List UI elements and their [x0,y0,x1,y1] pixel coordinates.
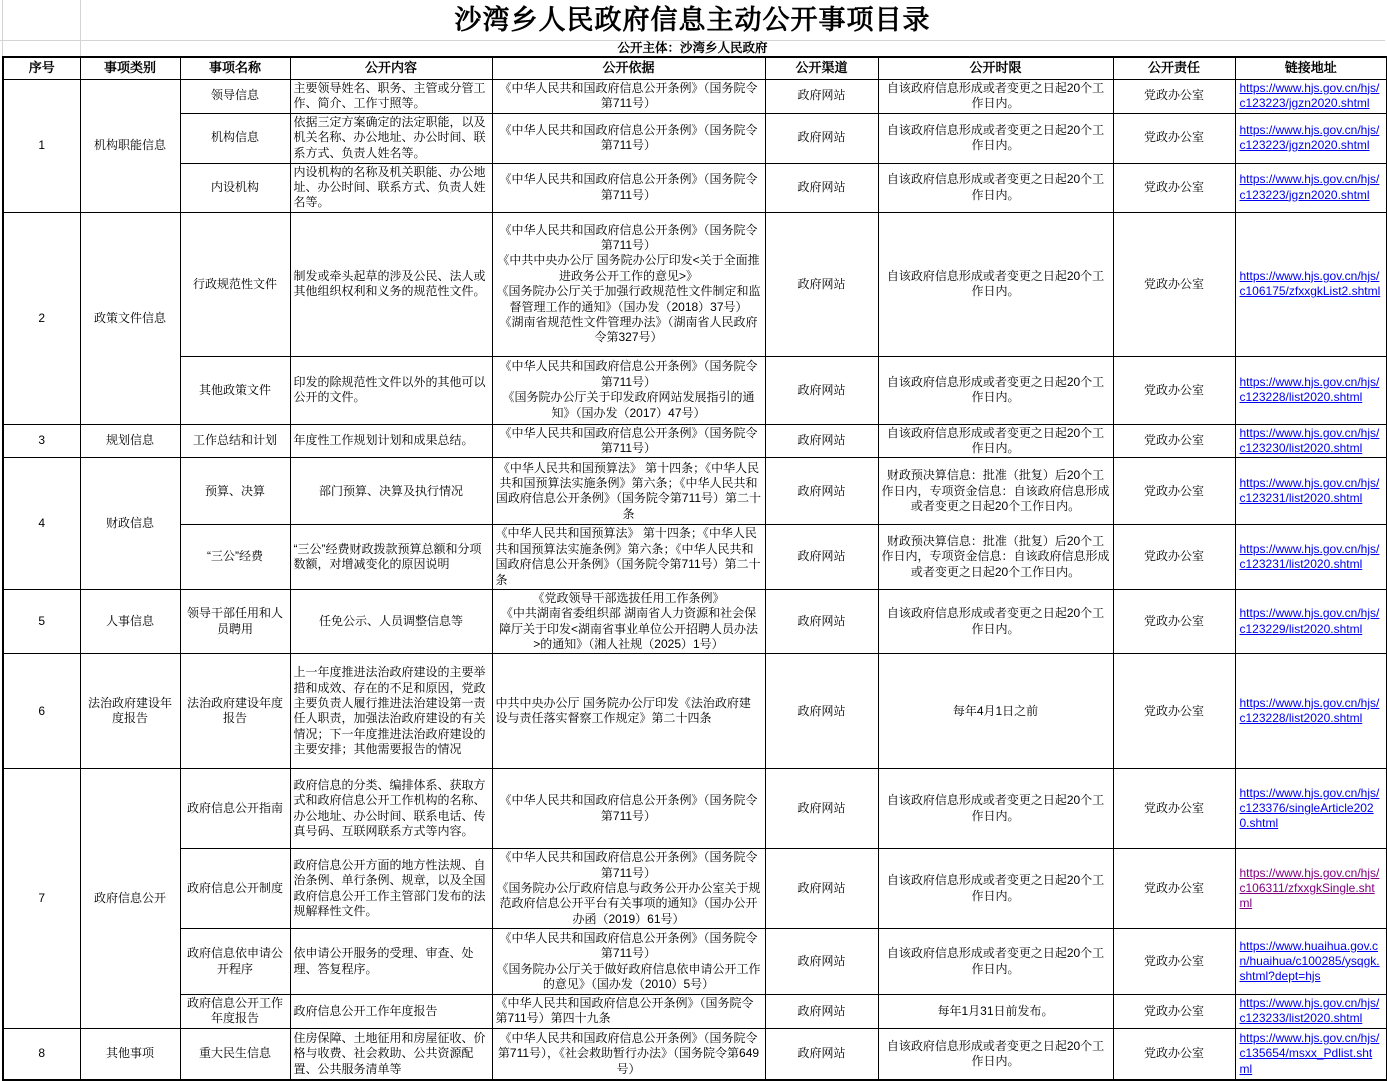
disclosure-basis-cell [492,589,765,653]
disclosure-content-cell: 印发的除规范性文件以外的其他可以公开的文件。 [290,356,492,424]
table-row [3,424,1387,458]
disclosure-content-cell: 依据三定方案确定的法定职能，以及机关名称、办公地址、办公时间、联系方式、负责人姓名等。 [290,113,492,163]
item-name-cell: 机构信息 [180,113,290,163]
link-cell [1235,995,1387,1029]
category-cell: 法治政府建设年度报告 [80,654,180,769]
deadline-cell: 自该政府信息形成或者变更之日起20个工作日内。 [878,212,1113,356]
disclosure-link[interactable]: https://www.hjs.gov.cn/hjs/c135654/msxx_Pdlist.shtml [1239,1031,1380,1076]
link-cell [1235,113,1387,163]
serial-number-cell: 5 [3,589,80,653]
disclosure-basis-cell [492,79,765,113]
responsible-office-cell: 党政办公室 [1113,113,1235,163]
disclosure-content-cell: 政府信息公开方面的地方性法规、自治条例、单行条例、规章，以及全国政府信息公开工作主管部门发布的法规解释性文件。 [290,849,492,929]
disclosure-content-cell: 依申请公开服务的受理、审查、处理、答复程序。 [290,929,492,995]
disclosure-basis-cell [492,929,765,995]
deadline-cell: 自该政府信息形成或者变更之日起20个工作日内。 [878,929,1113,995]
link-cell [1235,1028,1387,1080]
responsible-office-cell: 党政办公室 [1113,163,1235,212]
basis-citation: 《国务院办公厅关于印发政府网站发展指引的通知》（国办发（2017）47号） [502,390,755,420]
item-name-cell: 重大民生信息 [180,1028,290,1080]
disclosure-content-cell: “三公”经费财政拨款预算总额和分项数额，对增减变化的原因说明 [290,525,492,589]
basis-citation: 《中华人民共和国政府信息公开条例》（国务院令第711号） [499,172,758,202]
column-header-0: 序号 [3,57,80,79]
basis-citation: 《湖南省规范性文件管理办法》（湖南省人民政府令第327号） [499,314,758,345]
disclosure-basis-cell [492,356,765,424]
item-name-cell: 行政规范性文件 [180,212,290,356]
disclosure-basis-cell [492,995,765,1029]
link-cell [1235,163,1387,212]
disclosure-link[interactable]: https://www.hjs.gov.cn/hjs/c106175/zfxxgkList2.shtml [1239,268,1381,299]
deadline-cell: 自该政府信息形成或者变更之日起20个工作日内。 [878,769,1113,849]
serial-number-cell: 8 [3,1028,80,1080]
disclosure-basis-cell [492,1028,765,1080]
disclosure-content-cell: 政府信息公开工作年度报告 [290,995,492,1029]
disclosure-content-cell: 住房保障、土地征用和房屋征收、价格与收费、社会救助、公共资源配置、公共服务清单等 [290,1028,492,1080]
channel-cell: 政府网站 [765,113,878,163]
channel-cell: 政府网站 [765,212,878,356]
item-name-cell: 领导信息 [180,79,290,113]
basis-citation: 《中华人民共和国政府信息公开条例》（国务院令第711号） [499,850,758,880]
basis-citation: 《中华人民共和国政府信息公开条例》（国务院令第711号） [499,793,758,823]
disclosure-basis-cell [492,525,765,589]
table-header [3,57,1387,79]
responsible-office-cell: 党政办公室 [1113,525,1235,589]
disclosure-link[interactable]: https://www.hjs.gov.cn/hjs/c123231/list2020.shtml [1239,476,1380,506]
responsible-office-cell: 党政办公室 [1113,1028,1235,1080]
disclosure-content-cell: 部门预算、决算及执行情况 [290,458,492,525]
table-row [3,163,1387,212]
link-cell [1235,654,1387,769]
link-cell [1235,212,1387,356]
deadline-cell: 自该政府信息形成或者变更之日起20个工作日内。 [878,849,1113,929]
item-name-cell: 其他政策文件 [180,356,290,424]
disclosure-link[interactable]: https://www.hjs.gov.cn/hjs/c123223/jgzn2020.shtml [1239,172,1380,202]
disclosure-link[interactable]: https://www.hjs.gov.cn/hjs/c123223/jgzn2020.shtml [1239,80,1380,111]
disclosure-link[interactable]: https://www.hjs.gov.cn/hjs/c123229/list2020.shtml [1239,606,1380,636]
disclosure-content-cell: 任免公示、人员调整信息等 [290,589,492,653]
channel-cell: 政府网站 [765,79,878,113]
basis-citation: 《中华人民共和国政府信息公开条例》（国务院令第711号） [499,359,758,389]
channel-cell: 政府网站 [765,849,878,929]
table-row [3,79,1387,113]
table-row [3,995,1387,1029]
link-cell [1235,79,1387,113]
serial-number-cell: 1 [3,79,80,212]
deadline-cell: 自该政府信息形成或者变更之日起20个工作日内。 [878,113,1113,163]
responsible-office-cell: 党政办公室 [1113,769,1235,849]
page-subtitle: 公开主体：沙湾乡人民政府 [617,41,768,55]
category-cell: 规划信息 [80,424,180,458]
title-band [0,0,1385,56]
column-header-7: 公开责任 [1113,57,1235,79]
link-cell [1235,589,1387,653]
disclosure-basis-cell [492,849,765,929]
link-cell [1235,769,1387,849]
deadline-cell: 自该政府信息形成或者变更之日起20个工作日内。 [878,424,1113,458]
disclosure-link[interactable]: https://www.hjs.gov.cn/hjs/c123376/singleArticle2020.shtml [1239,785,1380,831]
disclosure-content-cell: 上一年度推进法治政府建设的主要举措和成效、存在的不足和原因，党政主要负责人履行推进法治建设第一责任人职责，加强法治政府建设的有关情况；下一年度推进法治政府建设的主要安排；其他需要报告的情况 [290,654,492,769]
basis-citation: 《中共中央办公厅 国务院办公厅印发<关于全面推进政务公开工作的意见>》 [497,253,760,283]
item-name-cell: 政府信息公开指南 [180,769,290,849]
disclosure-link[interactable]: https://www.hjs.gov.cn/hjs/c123223/jgzn2020.shtml [1239,122,1380,153]
basis-citation: 《国务院办公厅关于加强行政规范性文件制定和监督管理工作的通知》（国办发（2018）37号） [496,284,761,314]
table-row [3,356,1387,424]
disclosure-content-cell: 主要领导姓名、职务、主管或分管工作、简介、工作寸照等。 [290,79,492,113]
channel-cell: 政府网站 [765,1028,878,1080]
item-name-cell: 政府信息公开工作年度报告 [180,995,290,1029]
disclosure-basis-cell [492,212,765,356]
category-cell: 政府信息公开 [80,769,180,1029]
responsible-office-cell: 党政办公室 [1113,356,1235,424]
table-row [3,212,1387,356]
responsible-office-cell: 党政办公室 [1113,589,1235,653]
disclosure-link[interactable]: https://www.hjs.gov.cn/hjs/c123228/list2020.shtml [1239,695,1380,726]
item-name-cell: 预算、决算 [180,458,290,525]
deadline-cell: 每年4月1日之前 [878,654,1113,769]
disclosure-link[interactable]: https://www.hjs.gov.cn/hjs/c123230/list2020.shtml [1239,425,1380,456]
deadline-cell: 自该政府信息形成或者变更之日起20个工作日内。 [878,356,1113,424]
serial-number-cell: 3 [3,424,80,458]
responsible-office-cell: 党政办公室 [1113,995,1235,1029]
item-name-cell: “三公”经费 [180,525,290,589]
disclosure-basis-cell [492,654,765,769]
channel-cell: 政府网站 [765,769,878,849]
basis-citation: 《中华人民共和国政府信息公开条例》（国务院令第711号），《社会救助暂行办法》（国务院令第649号） [497,1031,760,1076]
channel-cell: 政府网站 [765,163,878,212]
item-name-cell: 政府信息公开制度 [180,849,290,929]
basis-citation: 《中华人民共和国预算法》 第十四条；《中华人民共和国预算法实施条例》第六条；《中华人民共和国政府信息公开条例》（国务院令第711号）第二十条 [495,460,762,521]
disclosure-basis-cell [492,163,765,212]
table-row [3,458,1387,525]
disclosure-link[interactable]: https://www.hjs.gov.cn/hjs/c123228/list2020.shtml [1239,374,1380,405]
disclosure-directory-table [2,56,1387,1081]
table-row [3,849,1387,929]
disclosure-basis-cell [492,113,765,163]
link-cell [1235,424,1387,458]
link-cell [1235,525,1387,589]
basis-citation: 《中华人民共和国政府信息公开条例》（国务院令第711号） [499,930,758,961]
basis-citation: 《国务院办公厅政府信息与政务公开办公室关于规范政府信息公开平台有关事项的通知》（国办公开办函（2019）61号） [496,881,761,926]
channel-cell: 政府网站 [765,424,878,458]
channel-cell: 政府网站 [765,654,878,769]
link-cell [1235,356,1387,424]
basis-citation: 《中华人民共和国政府信息公开条例》（国务院令第711号） [499,425,758,456]
serial-number-cell: 7 [3,769,80,1029]
basis-citation: 《中共湖南省委组织部 湖南省人力资源和社会保障厅关于印发<湖南省事业单位公开招聘人员办法>的通知》（湘人社规（2025）1号） [498,606,758,651]
disclosure-content-cell: 制发或牵头起草的涉及公民、法人或其他组织权利和义务的规范性文件。 [290,212,492,356]
basis-citation: 《中华人民共和国政府信息公开条例》（国务院令第711号） [499,222,758,253]
item-name-cell: 法治政府建设年度报告 [180,654,290,769]
channel-cell: 政府网站 [765,458,878,525]
disclosure-basis-cell [492,769,765,849]
table-row [3,1028,1387,1080]
column-header-8: 链接地址 [1235,57,1387,79]
column-header-3: 公开内容 [290,57,492,79]
channel-cell: 政府网站 [765,929,878,995]
disclosure-content-cell: 内设机构的名称及机关职能、办公地址、办公时间、联系方式、负责人姓名等。 [290,163,492,212]
responsible-office-cell: 党政办公室 [1113,849,1235,929]
link-cell [1235,929,1387,995]
item-name-cell: 工作总结和计划 [180,424,290,458]
column-header-2: 事项名称 [180,57,290,79]
basis-citation: 中共中央办公厅 国务院办公厅印发《法治政府建设与责任落实督察工作规定》第二十四条 [495,695,751,726]
item-name-cell: 领导干部任用和人员聘用 [180,589,290,653]
channel-cell: 政府网站 [765,589,878,653]
basis-citation: 《国务院办公厅关于做好政府信息依申请公开工作的意见》（国办发（2010）5号） [496,961,761,991]
basis-citation: 《中华人民共和国政府信息公开条例》（国务院令第711号） [499,80,758,111]
basis-citation: 《中华人民共和国预算法》 第十四条；《中华人民共和国预算法实施条例》第六条；《中华人民共和国政府信息公开条例》（国务院令第711号）第二十条 [495,526,761,587]
serial-number-cell: 6 [3,654,80,769]
disclosure-link[interactable]: https://www.hjs.gov.cn/hjs/c123231/list2020.shtml [1239,541,1380,572]
channel-cell: 政府网站 [765,995,878,1029]
basis-citation: 《中华人民共和国政府信息公开条例》（国务院令第711号）第四十九条 [495,996,754,1026]
deadline-cell: 自该政府信息形成或者变更之日起20个工作日内。 [878,79,1113,113]
category-cell: 财政信息 [80,458,180,589]
table-row [3,654,1387,769]
serial-number-cell: 2 [3,212,80,424]
disclosure-link[interactable]: https://www.hjs.gov.cn/hjs/c106311/zfxxgkSingle.shtml [1239,865,1380,911]
disclosure-content-cell: 年度性工作规划计划和成果总结。 [290,424,492,458]
serial-number-cell: 4 [3,458,80,589]
responsible-office-cell: 党政办公室 [1113,79,1235,113]
column-header-1: 事项类别 [80,57,180,79]
table-row [3,113,1387,163]
table-row [3,589,1387,653]
page-title: 沙湾乡人民政府信息主动公开事项目录 [454,5,931,35]
category-cell: 政策文件信息 [80,212,180,424]
table-row [3,525,1387,589]
deadline-cell: 自该政府信息形成或者变更之日起20个工作日内。 [878,163,1113,212]
disclosure-basis-cell [492,424,765,458]
responsible-office-cell: 党政办公室 [1113,929,1235,995]
category-cell: 其他事项 [80,1028,180,1080]
link-cell [1235,849,1387,929]
channel-cell: 政府网站 [765,356,878,424]
responsible-office-cell: 党政办公室 [1113,212,1235,356]
deadline-cell: 财政预决算信息：批准（批复）后20个工作日内，专项资金信息：自该政府信息形成或者变更之日起20个工作日内。 [878,458,1113,525]
column-header-5: 公开渠道 [765,57,878,79]
disclosure-link[interactable]: https://www.huaihua.gov.cn/huaihua/c100285/ysqgk.shtml?dept=hjs [1239,938,1380,984]
column-header-4: 公开依据 [492,57,765,79]
deadline-cell: 自该政府信息形成或者变更之日起20个工作日内。 [878,589,1113,653]
basis-citation: 《中华人民共和国政府信息公开条例》（国务院令第711号） [499,122,758,153]
disclosure-basis-cell [492,458,765,525]
deadline-cell: 自该政府信息形成或者变更之日起20个工作日内。 [878,1028,1113,1080]
category-cell: 机构职能信息 [80,79,180,212]
link-cell [1235,458,1387,525]
responsible-office-cell: 党政办公室 [1113,654,1235,769]
channel-cell: 政府网站 [765,525,878,589]
item-name-cell: 政府信息依申请公开程序 [180,929,290,995]
table-row [3,769,1387,849]
column-header-6: 公开时限 [878,57,1113,79]
table-row [3,929,1387,995]
disclosure-link[interactable]: https://www.hjs.gov.cn/hjs/c123233/list2020.shtml [1239,996,1380,1026]
disclosure-content-cell: 政府信息的分类、编排体系、获取方式和政府信息公开工作机构的名称、办公地址、办公时间、联系电话、传真号码、互联网联系方式等内容。 [290,769,492,849]
deadline-cell: 财政预决算信息：批准（批复）后20个工作日内，专项资金信息：自该政府信息形成或者变更之日起20个工作日内。 [878,525,1113,589]
responsible-office-cell: 党政办公室 [1113,424,1235,458]
deadline-cell: 每年1月31日前发布。 [878,995,1113,1029]
category-cell: 人事信息 [80,589,180,653]
item-name-cell: 内设机构 [180,163,290,212]
basis-citation: 《党政领导干部选拔任用工作条例》 [532,590,725,605]
responsible-office-cell: 党政办公室 [1113,458,1235,525]
